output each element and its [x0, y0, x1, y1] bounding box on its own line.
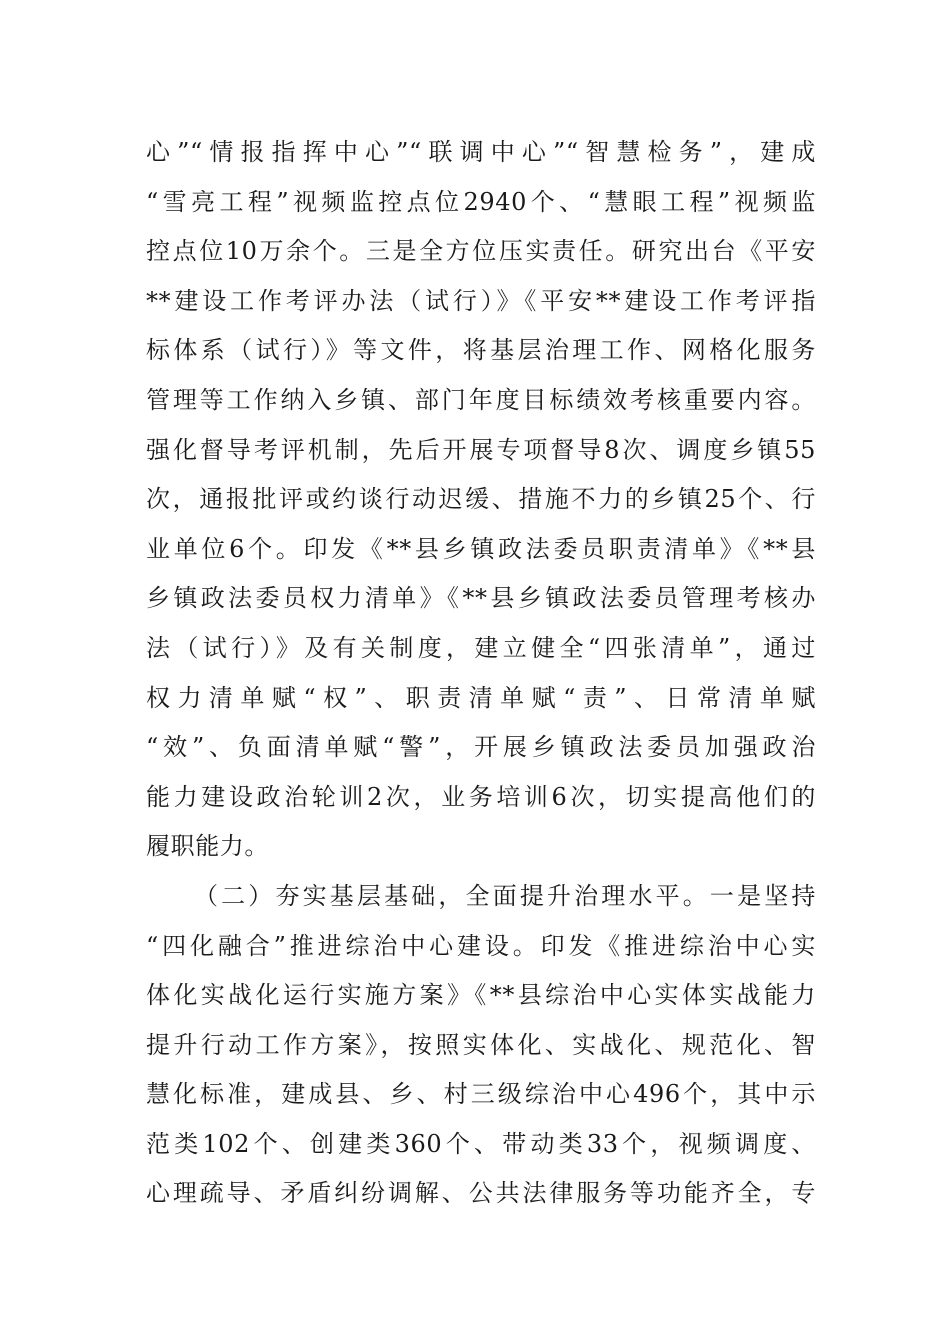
text-line: 控点位10万余个。三是全方位压实责任。研究出台《平安	[146, 237, 816, 266]
text-line: 履职能力。	[146, 832, 269, 861]
body-text	[146, 128, 816, 1219]
text-line: 能力建设政治轮训2次，业务培训6次，切实提高他们的	[146, 782, 816, 811]
text-line: 提升行动工作方案》，按照实体化、实战化、规范化、智	[146, 1030, 816, 1059]
text-line: **建设工作考评办法（试行）》《平安**建设工作考评指	[146, 286, 816, 315]
text-line: 慧化标准，建成县、乡、村三级综治中心496个，其中示	[146, 1080, 816, 1109]
text-line: 标体系（试行）》等文件，将基层治理工作、网格化服务	[146, 336, 816, 365]
text-line: 权力清单赋“权”、职责清单赋“责”、日常清单赋	[146, 683, 816, 712]
text-line: 体化实战化运行实施方案》《**县综治中心实体实战能力	[146, 981, 816, 1010]
text-line: “效”、负面清单赋“警”，开展乡镇政法委员加强政治	[146, 733, 816, 762]
section-heading-line: （二）夯实基层基础，全面提升治理水平。一是坚持	[194, 881, 816, 910]
text-line: “雪亮工程”视频监控点位2940个、“慧眼工程”视频监	[146, 187, 816, 216]
text-line: 范类102个、创建类360个、带动类33个，视频调度、	[146, 1129, 816, 1158]
text-line: 次，通报批评或约谈行动迟缓、措施不力的乡镇25个、行	[146, 485, 816, 514]
text-line: 法（试行）》及有关制度，建立健全“四张清单”，通过	[146, 633, 816, 662]
text-line: 心”“情报指挥中心”“联调中心”“智慧检务”，建成	[146, 138, 816, 166]
text-line: 心理疏导、矛盾纠纷调解、公共法律服务等功能齐全，专	[146, 1179, 816, 1208]
text-line: “四化融合”推进综治中心建设。印发《推进综治中心实	[146, 931, 816, 960]
text-line: 强化督导考评机制，先后开展专项督导8次、调度乡镇55	[146, 435, 816, 464]
text-line: 业单位6个。印发《**县乡镇政法委员职责清单》《**县	[146, 534, 816, 563]
text-line: 乡镇政法委员权力清单》《**县乡镇政法委员管理考核办	[146, 584, 816, 613]
text-line: 管理等工作纳入乡镇、部门年度目标绩效考核重要内容。	[146, 385, 816, 414]
